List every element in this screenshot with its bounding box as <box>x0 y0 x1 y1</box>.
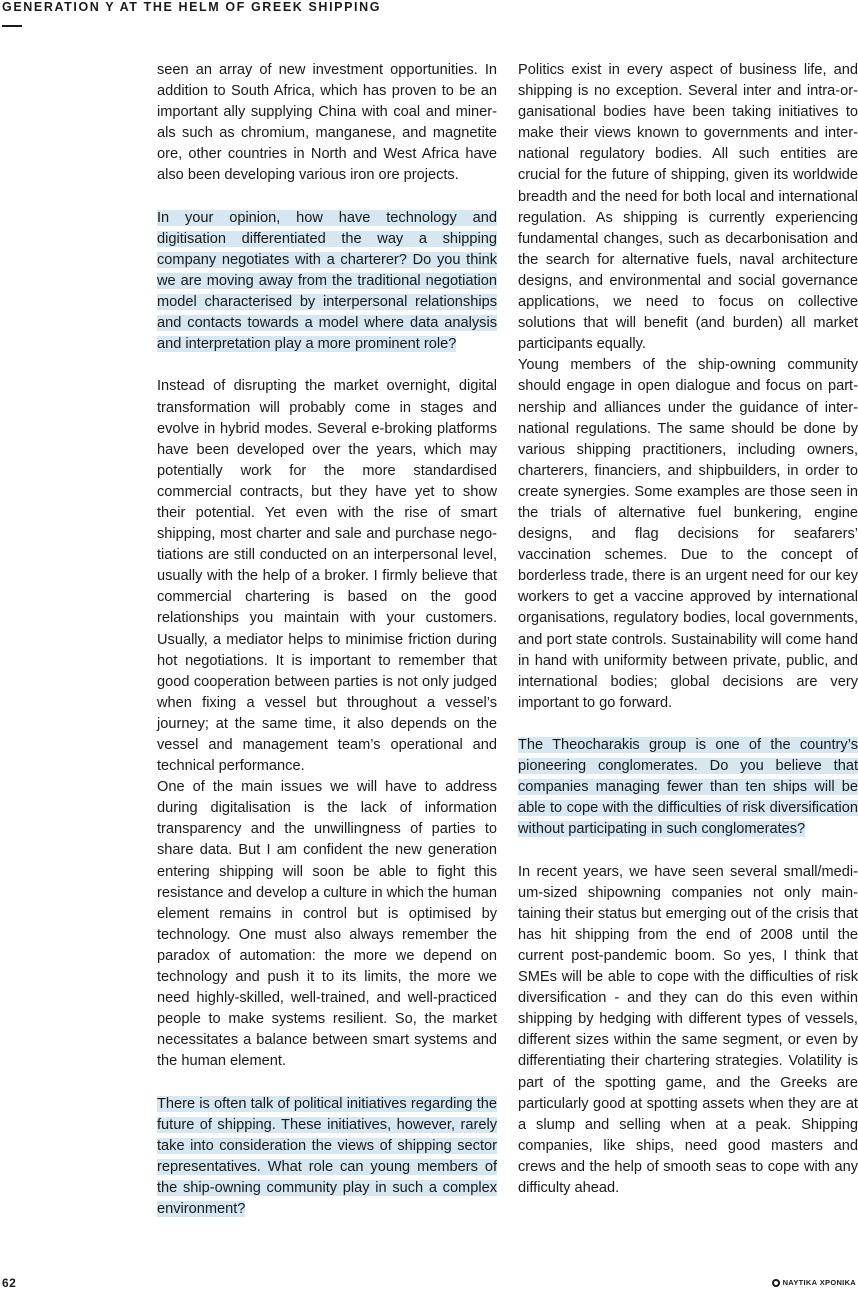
header-rule <box>2 25 22 27</box>
answer-paragraph: Politics exist in every aspect of business life, and shipping is no exception. Several inter and intra-organisational bodies have been taking initiatives to make their views known to governments and international regulatory bodies. All such entities are crucial for the future of shipping, given its worldwide breadth and the need for both local and international regulation. As shipping is currently experiencing fundamental changes, such as decarbonisation and the search for alternative fuels, naval architecture designs, and environmental and social governance applications, we need to focus on collective solutions that will benefit (and burden) all market participants equally. <box>518 62 858 353</box>
answer-paragraph: In recent years, we have seen several small/medium-sized shipowning companies not only maintaining their status but emerging out of the crisis that has hit shipping from the end of 2008 until the current post-pandemic boom. So yes, I think that SMEs will be able to cope with the difficulties of risk diversification - and they can do this even within shipping by hedging with different types of vessels, different sizes within the same segment, or even by differentiating their chartering strategies. Volatility is part of the spotting game, and the Greeks are particularly good at spotting assets when they are at a slump and selling when at a peak. Shipping companies, like ships, need good masters and crews and the help of smooth seas to cope with any difficulty ahead. <box>518 863 858 1196</box>
publication-name: ΝΑΥΤΙΚΑ ΧΡΟΝΙΚΑ <box>782 1278 856 1287</box>
publication-logo-icon <box>772 1279 780 1287</box>
question-text: The Theocharakis group is one of the country’s pioneering conglomerates. Do you believe that companies managing fewer than ten ships will be able to cope with the difficulties of risk diversification without participating in such conglomerates? <box>518 737 858 838</box>
publication-brand <box>772 1278 856 1287</box>
answer-paragraph: One of the main issues we will have to address during digitalisation is the lack of information transparency and the unwillingness of parties to share data. But I am confident the new generation entering shipping will soon be able to fight this resistance and develop a culture in which the human element remains in control but is optimised by technology. One must also always remember the paradox of automation: the more we depend on technology and push it to its limits, the more we need highly-skilled, well-trained, and well-practiced people to make systems resilient. So, the market necessitates a balance between smart systems and the human element. <box>157 779 497 1070</box>
question-text: In your opinion, how have technology and digitisation differentiated the way a shipping company negotiates with a charterer? Do you think we are moving away from the traditional negotiation model characterised by interpersonal relationships and contacts towards a model where data analysis and interpretation play a more prominent role? <box>157 209 497 353</box>
answer-paragraph: Instead of disrupting the market overnight, digital transformation will probably come in stages and evolve in hybrid modes. Several e-broking platforms have been developed over the years, which may potentially work for the more standardised commercial contracts, but they have yet to show their potential. Yet even with the rise of smart shipping, most charter and sale and purchase negotiations are still conducted on an interpersonal level, usually with the help of a broker. I firmly believe that commercial chartering is based on the good relationships you maintain with your customers. Usually, a mediator helps to minimise friction during hot negotiations. It is important to remember that good cooperation between parties is not only judged when fixing a vessel but throughout a vessel’s journey; at the same time, it also depends on the vessel and management team’s operational and technical performance. <box>157 378 497 775</box>
interview-question <box>157 1094 497 1221</box>
answer-paragraph: Young members of the ship-owning community should engage in open dialogue and focus on partnership and alliances under the guidance of international regulations. The same should be done by various shipping practitioners, including owners, charterers, financiers, and shipbuilders, in order to create synergies. Some examples are those seen in the trials of alternative fuel bunkering, engine designs, and flag decisions for seafarers’ vaccination schemes. Due to the concept of borderless trade, there is an urgent need for our key workers to get a vaccine approved by international organisations, regulatory bodies, local governments, and port state controls. Sustainability will come hand in hand with uniformity between private, public, and international bodies; global decisions are very important to go forward. <box>518 357 858 711</box>
interview-question <box>518 735 858 840</box>
left-column <box>157 60 497 1220</box>
right-column <box>518 60 858 1199</box>
interview-question <box>157 208 497 356</box>
page-number: 62 <box>2 1276 17 1290</box>
question-text: There is often talk of political initiatives regarding the future of shipping. These initiatives, however, rarely take into consideration the views of shipping sector representatives. What role can young members of the ship-owning community play in such a complex environment? <box>157 1095 497 1218</box>
answer-paragraph: seen an array of new investment opportunities. In addition to South Africa, which has proven to be an important ally supplying China with coal and minerals such as chromium, manganese, and magnetite ore, other countries in North and West Africa have also been developing various iron ore projects. <box>157 62 497 184</box>
running-header: GENERATION Y AT THE HELM OF GREEK SHIPPING <box>2 0 382 14</box>
